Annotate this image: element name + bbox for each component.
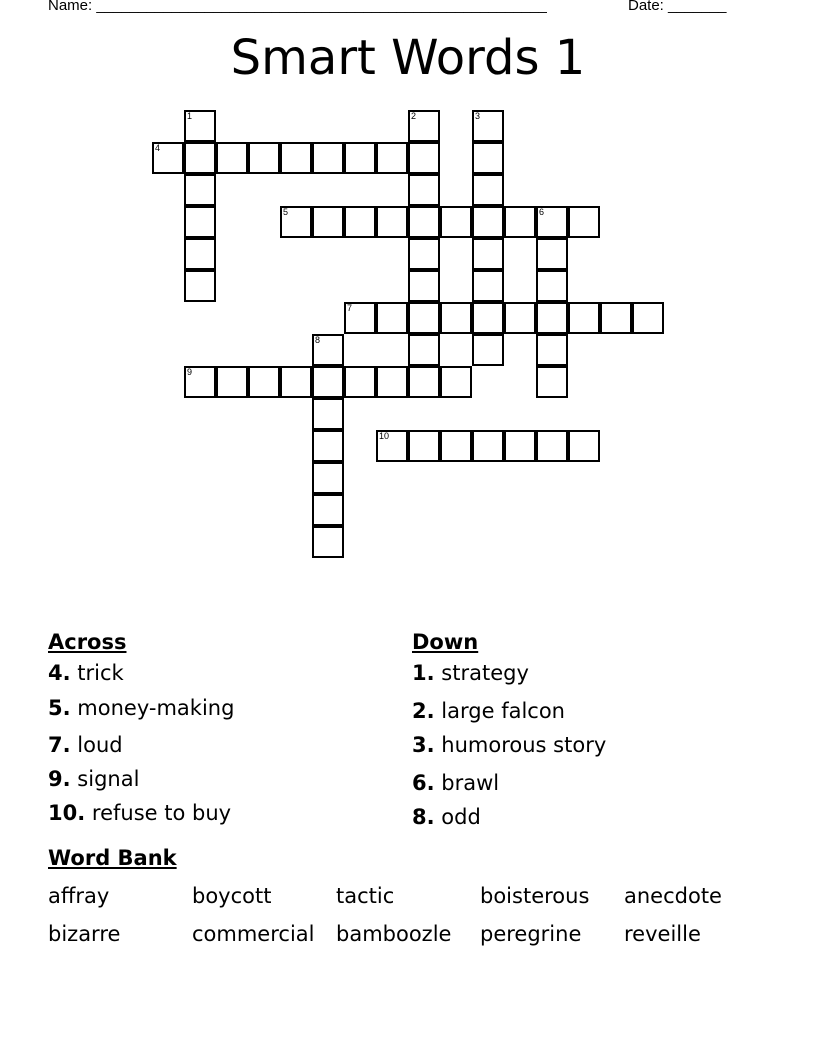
name-line: Name: ______________________________________________________: [48, 0, 547, 14]
grid-cell[interactable]: [184, 110, 216, 142]
cell-number: 5: [283, 207, 289, 217]
grid-cell[interactable]: [184, 238, 216, 270]
grid-cell[interactable]: [376, 142, 408, 174]
word-bank-item: reveille: [624, 922, 701, 946]
cell-number: 10: [379, 431, 390, 441]
grid-cell[interactable]: [568, 302, 600, 334]
grid-cell[interactable]: [344, 142, 376, 174]
grid-cell[interactable]: [344, 302, 376, 334]
grid-cell[interactable]: [472, 334, 504, 366]
grid-cell[interactable]: [408, 430, 440, 462]
grid-cell[interactable]: [312, 366, 344, 398]
cell-number: 4: [155, 143, 161, 153]
grid-cell[interactable]: [472, 206, 504, 238]
cell-number: 8: [315, 335, 321, 345]
grid-cell[interactable]: [568, 430, 600, 462]
date-line: Date: _______: [628, 0, 727, 14]
grid-cell[interactable]: [312, 494, 344, 526]
clue-number: 7: [48, 733, 63, 757]
grid-cell[interactable]: [408, 334, 440, 366]
word-bank-item: tactic: [336, 884, 395, 908]
grid-cell[interactable]: [184, 270, 216, 302]
clue-text: signal: [77, 767, 140, 791]
grid-cell[interactable]: [440, 206, 472, 238]
grid-cell[interactable]: [472, 142, 504, 174]
grid-cell[interactable]: [568, 206, 600, 238]
word-bank-item: boisterous: [480, 884, 590, 908]
grid-cell[interactable]: [408, 302, 440, 334]
clue-text: trick: [77, 661, 124, 685]
grid-cell[interactable]: [152, 142, 184, 174]
word-bank-item: affray: [48, 884, 110, 908]
grid-cell[interactable]: [536, 430, 568, 462]
grid-cell[interactable]: [472, 302, 504, 334]
page-title: Smart Words 1: [230, 30, 586, 86]
grid-cell[interactable]: [312, 398, 344, 430]
cell-number: 1: [187, 111, 193, 121]
grid-cell[interactable]: [312, 462, 344, 494]
clue-text: loud: [77, 733, 123, 757]
grid-cell[interactable]: [248, 142, 280, 174]
grid-cell[interactable]: [472, 110, 504, 142]
down-clue: 8. odd: [412, 805, 481, 829]
cell-number: 9: [187, 367, 193, 377]
across-clue: 5. money-making: [48, 696, 235, 720]
grid-cell[interactable]: [408, 206, 440, 238]
clue-number: 9: [48, 767, 63, 791]
down-clue: 2. large falcon: [412, 699, 565, 723]
across-clue: 9. signal: [48, 767, 140, 791]
grid-cell[interactable]: [632, 302, 664, 334]
grid-cell[interactable]: [472, 270, 504, 302]
grid-cell[interactable]: [536, 302, 568, 334]
grid-cell[interactable]: [216, 366, 248, 398]
clue-text: odd: [441, 805, 481, 829]
clue-text: money-making: [77, 696, 235, 720]
grid-cell[interactable]: [536, 206, 568, 238]
clue-number: 2: [412, 699, 427, 723]
down-heading: Down: [412, 630, 479, 654]
grid-cell[interactable]: [536, 334, 568, 366]
clue-number: 4: [48, 661, 63, 685]
word-bank-item: peregrine: [480, 922, 582, 946]
grid-cell[interactable]: [536, 238, 568, 270]
grid-cell[interactable]: [184, 142, 216, 174]
grid-cell[interactable]: [312, 206, 344, 238]
grid-cell[interactable]: [280, 206, 312, 238]
word-bank-item: anecdote: [624, 884, 722, 908]
down-clue: 1. strategy: [412, 661, 529, 685]
grid-cell[interactable]: [344, 366, 376, 398]
across-clue: 10. refuse to buy: [48, 801, 232, 825]
grid-cell[interactable]: [184, 174, 216, 206]
clue-number: 8: [412, 805, 427, 829]
grid-cell[interactable]: [312, 430, 344, 462]
grid-cell[interactable]: [472, 174, 504, 206]
clue-text: large falcon: [441, 699, 565, 723]
cell-number: 3: [475, 111, 481, 121]
grid-cell[interactable]: [312, 334, 344, 366]
grid-cell[interactable]: [216, 142, 248, 174]
clue-text: humorous story: [441, 733, 607, 757]
grid-cell[interactable]: [312, 526, 344, 558]
clue-number: 10: [48, 801, 78, 825]
clue-text: refuse to buy: [91, 801, 232, 825]
grid-cell[interactable]: [344, 206, 376, 238]
across-heading: Across: [48, 630, 127, 654]
grid-cell[interactable]: [408, 270, 440, 302]
grid-cell[interactable]: [184, 206, 216, 238]
grid-cell[interactable]: [440, 366, 472, 398]
grid-cell[interactable]: [376, 206, 408, 238]
grid-cell[interactable]: [472, 430, 504, 462]
clue-number: 3: [412, 733, 427, 757]
word-bank-item: bamboozle: [336, 922, 452, 946]
grid-cell[interactable]: [376, 302, 408, 334]
grid-cell[interactable]: [536, 366, 568, 398]
word-bank-item: bizarre: [48, 922, 121, 946]
grid-cell[interactable]: [408, 174, 440, 206]
grid-cell[interactable]: [472, 238, 504, 270]
grid-cell[interactable]: [504, 206, 536, 238]
clue-text: brawl: [441, 771, 500, 795]
grid-cell[interactable]: [408, 110, 440, 142]
clue-number: 6: [412, 771, 427, 795]
grid-cell[interactable]: [440, 430, 472, 462]
grid-cell[interactable]: [312, 142, 344, 174]
down-clue: 3. humorous story: [412, 733, 607, 757]
word-bank-item: boycott: [192, 884, 272, 908]
word-bank-heading: Word Bank: [48, 846, 177, 870]
grid-cell[interactable]: [248, 366, 280, 398]
across-clue: 7. loud: [48, 733, 123, 757]
grid-cell[interactable]: [408, 238, 440, 270]
cell-number: 2: [411, 111, 417, 121]
grid-cell[interactable]: [376, 430, 408, 462]
word-bank-item: commercial: [192, 922, 315, 946]
grid-cell[interactable]: [504, 302, 536, 334]
grid-cell[interactable]: [376, 366, 408, 398]
cell-number: 7: [347, 303, 353, 313]
grid-cell[interactable]: [600, 302, 632, 334]
grid-cell[interactable]: [504, 430, 536, 462]
grid-cell[interactable]: [440, 302, 472, 334]
grid-cell[interactable]: [536, 270, 568, 302]
across-clue: 4. trick: [48, 661, 124, 685]
grid-cell[interactable]: [184, 366, 216, 398]
grid-cell[interactable]: [280, 366, 312, 398]
cell-number: 6: [539, 207, 545, 217]
grid-cell[interactable]: [408, 366, 440, 398]
grid-cell[interactable]: [280, 142, 312, 174]
clue-number: 1: [412, 661, 427, 685]
grid-cell[interactable]: [408, 142, 440, 174]
clue-text: strategy: [441, 661, 529, 685]
clue-number: 5: [48, 696, 63, 720]
down-clue: 6. brawl: [412, 771, 500, 795]
